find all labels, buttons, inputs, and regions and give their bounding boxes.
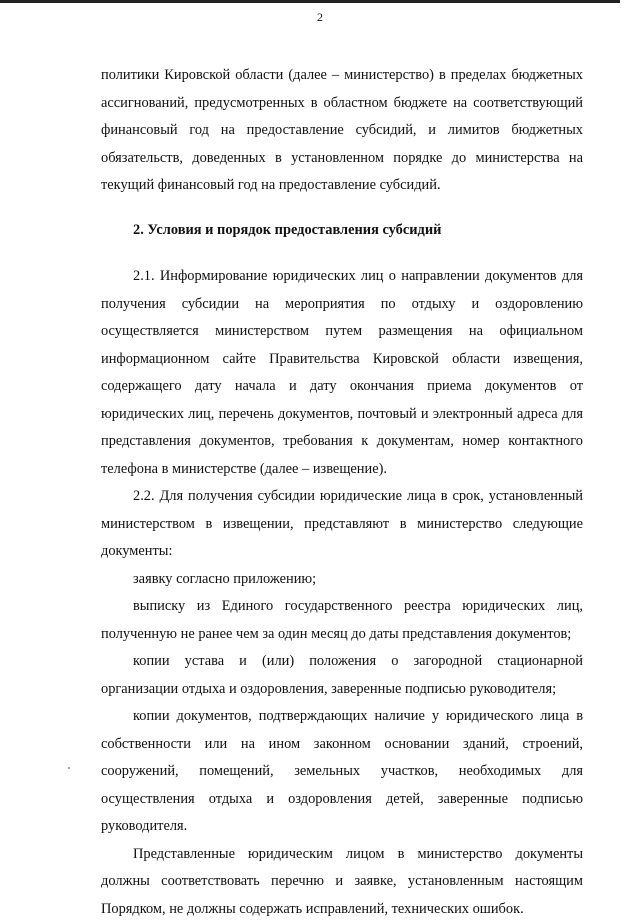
list-item-charter-copies: копии устава и (или) положения о загородной стационарной организации отдыха и оздоровления, заверенные подписью руководителя; xyxy=(101,648,583,703)
list-item-property-documents: копии документов, подтверждающих наличие у юридического лица в собственности или на ином законном основании зданий, строений, сооружений, помещений, земельных участков, необходимых для осуществления отдыха и оздоровления детей, заверенные подписью руководителя. xyxy=(101,703,583,841)
paragraph-2-1: 2.1. Информирование юридических лиц о направлении документов для получения субсидии на мероприятия по отдыху и оздоровлению осуществляется министерством путем размещения на официальном информационном сайте Правительства Кировской области извещения, содержащего дату начала и дату окончания приема документов от юридических лиц, перечень документов, почтовый и электронный адреса для представления документов, требования к документам, номер контактного телефона в министерстве (далее – извещение). xyxy=(101,263,583,483)
section-heading: 2. Условия и порядок предоставления субсидий xyxy=(101,217,583,245)
list-item-application: заявку согласно приложению; xyxy=(101,566,583,594)
page-number: 2 xyxy=(0,10,640,25)
list-item-registry-extract: выписку из Единого государственного реестра юридических лиц, полученную не ранее чем за один месяц до даты представления документов; xyxy=(101,593,583,648)
paragraph-2-2: 2.2. Для получения субсидии юридические лица в срок, установленный министерством в извещении, представляют в министерство следующие документы: xyxy=(101,483,583,566)
top-border-line xyxy=(0,0,620,3)
intro-paragraph: политики Кировской области (далее – министерство) в пределах бюджетных ассигнований, предусмотренных в областном бюджете на соответствующий финансовый год на предоставление субсидий, и лимитов бюджетных обязательств, доведенных в установленном порядке до министерства на текущий финансовый год на предоставление субсидий. xyxy=(101,62,583,200)
closing-paragraph: Представленные юридическим лицом в министерство документы должны соответствовать перечню и заявке, установленным настоящим Порядком, не должны содержать исправлений, технических ошибок. xyxy=(101,841,583,923)
document-body xyxy=(101,62,583,923)
scan-speck xyxy=(68,767,70,769)
